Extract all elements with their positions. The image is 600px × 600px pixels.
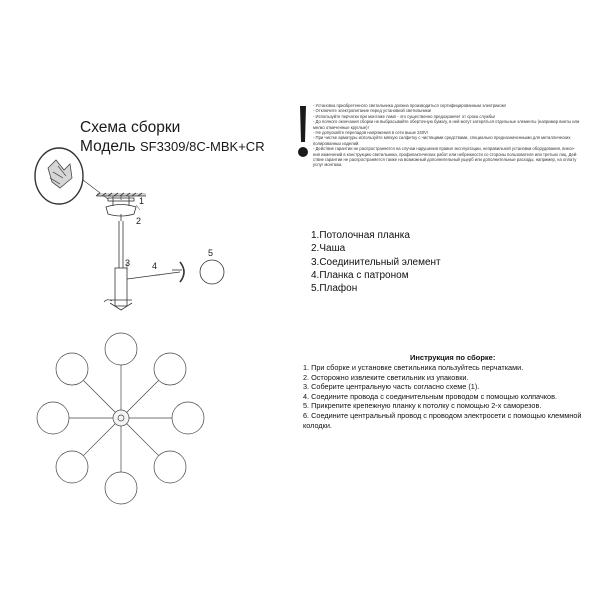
callout-4: 4 bbox=[152, 261, 158, 271]
warning-icon bbox=[296, 106, 310, 158]
central-rod bbox=[119, 221, 123, 268]
part-item: 4.Планка с патроном bbox=[311, 269, 409, 281]
instruction-step: 6. Соедините центральный провод с проводом электросети с помощью клеммной колодки. bbox=[303, 410, 582, 430]
warning-line: - При чистке арматуры используйте мягкую салфетку с чистящими средствами, специально предназначенными для металлических bbox=[313, 135, 571, 141]
warning-line: мелко отмеченные круглые)! bbox=[313, 124, 369, 130]
warning-line: услуг монтажа. bbox=[313, 162, 343, 168]
warning-line: - Действие гарантии не распространяется на случаи нарушения правил эксплуатации, неправильной установки оборудования, внесе- bbox=[313, 146, 575, 152]
glass-globe-shade bbox=[56, 353, 88, 385]
callout-3: 3 bbox=[125, 258, 131, 268]
instruction-step: 4. Соедините провода с соединительным проводом с помощью колпачков. bbox=[303, 391, 557, 401]
warning-line: - Используйте перчатки при монтаже ламп - это существенно предохраняет от срока службы! bbox=[313, 113, 496, 119]
glass-globe-shade bbox=[56, 451, 88, 483]
glass-globe-shade bbox=[172, 402, 204, 434]
callout-5: 5 bbox=[208, 248, 214, 258]
instruction-step: 1. При сборке и установке светильника пользуйтесь перчатками. bbox=[303, 363, 524, 372]
safety-warnings bbox=[313, 103, 598, 168]
warning-line: полированных изделий. bbox=[313, 140, 360, 146]
arm-line bbox=[127, 380, 159, 412]
part-item: 1.Потолочная планка bbox=[311, 230, 410, 241]
callout-1: 1 bbox=[139, 196, 145, 206]
glass-globe-shade bbox=[154, 451, 186, 483]
part-item: 2.Чаша bbox=[311, 243, 346, 255]
part-item: 3.Соединительный элемент bbox=[311, 256, 441, 268]
glass-shade-detail bbox=[200, 260, 224, 284]
parts-list bbox=[311, 229, 441, 295]
title-text: Схема сборки bbox=[80, 119, 181, 136]
glass-globe-shade bbox=[37, 402, 69, 434]
warning-line: ния изменений в конструкцию светильника, профилактических работ или небрежности со стороны пользователя или третьих лиц. Дей- bbox=[313, 151, 578, 157]
arm-line bbox=[83, 424, 115, 456]
glass-globe-shade bbox=[105, 472, 137, 504]
model-code: SF3309/8C-MBK+CR bbox=[139, 139, 265, 154]
connector-element bbox=[104, 268, 132, 310]
instruction-step: 3. Соберите центральную часть согласно схеме (1). bbox=[303, 382, 480, 392]
callout-2: 2 bbox=[136, 216, 142, 226]
instruction-step: 2. Осторожно извлеките светильник из упаковки. bbox=[303, 372, 469, 382]
instructions-title: Инструкция по сборке: bbox=[410, 353, 496, 362]
warning-line: ствие гарантии не распространяется также на возможный дополнительный ущерб или дополнительные расходы, например, на оплату bbox=[313, 157, 577, 163]
warning-line: - Отключите электропитание перед установкой светильника! bbox=[313, 108, 432, 114]
warning-line: - Не допускайте перепадов напряжения в сети выше 240V! bbox=[313, 130, 429, 136]
part-item: 5.Плафон bbox=[311, 283, 358, 295]
warning-line: - Установка приобретенного светильника должна производиться сертифицированным электриком! bbox=[313, 103, 506, 108]
chandelier-top-view bbox=[37, 333, 204, 504]
arm-line bbox=[83, 380, 115, 412]
instruction-step: 5. Прикрепите крепежную планку к потолку с помощью 2-х саморезов. bbox=[303, 401, 542, 411]
instructions-list bbox=[303, 363, 599, 430]
canopy-cup bbox=[106, 205, 136, 222]
glass-globe-shade bbox=[105, 333, 137, 365]
glass-globe-shade bbox=[154, 353, 186, 385]
warning-line: - До полного окончания сборки не выбрасывайте оберточную бумагу, в ней могут затеряться отдельные элементы (например винты или bbox=[313, 119, 580, 125]
arm-line bbox=[127, 424, 159, 456]
model-label: Модель bbox=[80, 138, 136, 155]
center-hub bbox=[113, 410, 129, 426]
